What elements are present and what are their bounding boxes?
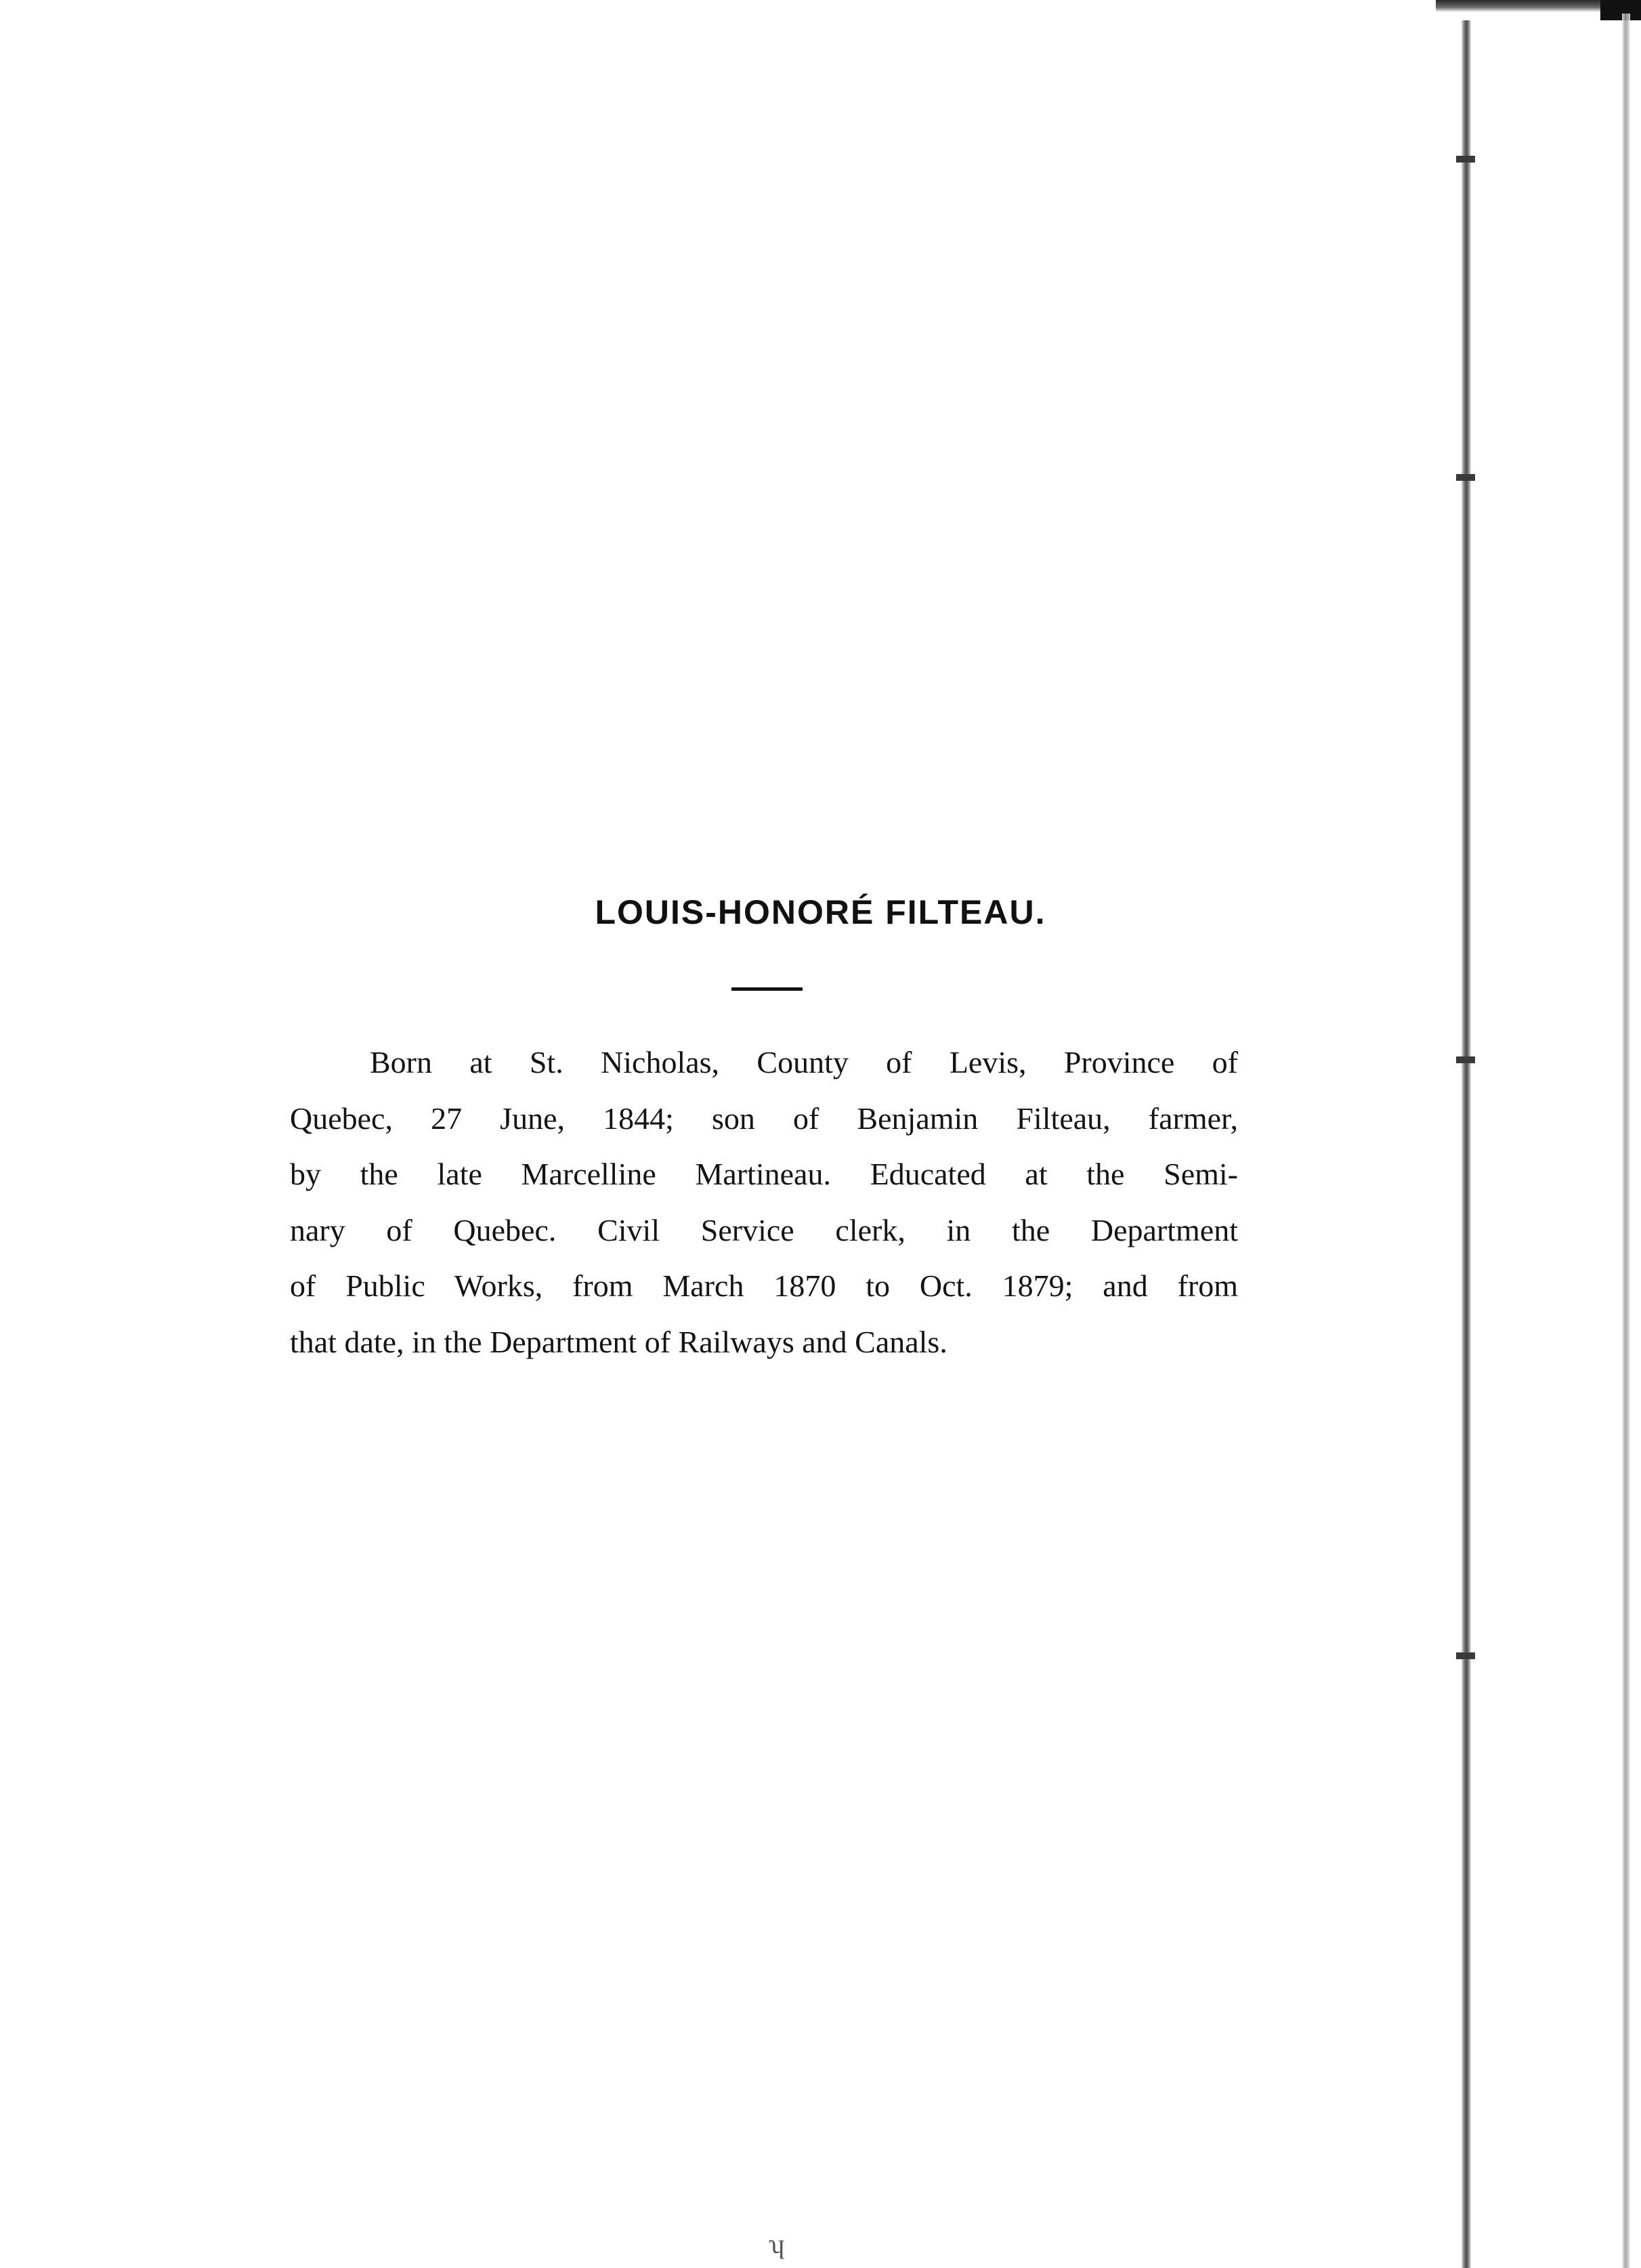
title-divider [731, 987, 803, 991]
bio-line: by the late Marcelline Martineau. Educated at the Semi- [290, 1157, 1238, 1191]
biography-paragraph [290, 1035, 1238, 1370]
scan-edge-notch [1456, 1056, 1475, 1063]
bio-line: Quebec, 27 June, 1844; son of Benjamin Filteau, farmer, [290, 1100, 1238, 1136]
scan-edge-corner [1600, 0, 1641, 20]
bio-line: of Public Works, from March 1870 to Oct. 1879; and from [290, 1268, 1238, 1303]
bio-line: Born at St. Nicholas, County of Levis, Province of [370, 1045, 1238, 1079]
scan-edge-notch [1456, 474, 1475, 481]
bio-line: nary of Quebec. Civil Service clerk, in the Department [290, 1212, 1238, 1247]
scan-edge-notch [1456, 156, 1475, 163]
scan-edge-notch [1456, 1652, 1475, 1659]
scan-outer-edge [1622, 14, 1630, 2268]
bio-line: that date, in the Department of Railways and Canals. [290, 1324, 947, 1359]
biography-title: LOUIS-HONORÉ FILTEAU. [595, 893, 1046, 931]
scan-spine-edge [1462, 20, 1471, 2268]
page-mark: ʮ [768, 2229, 785, 2259]
